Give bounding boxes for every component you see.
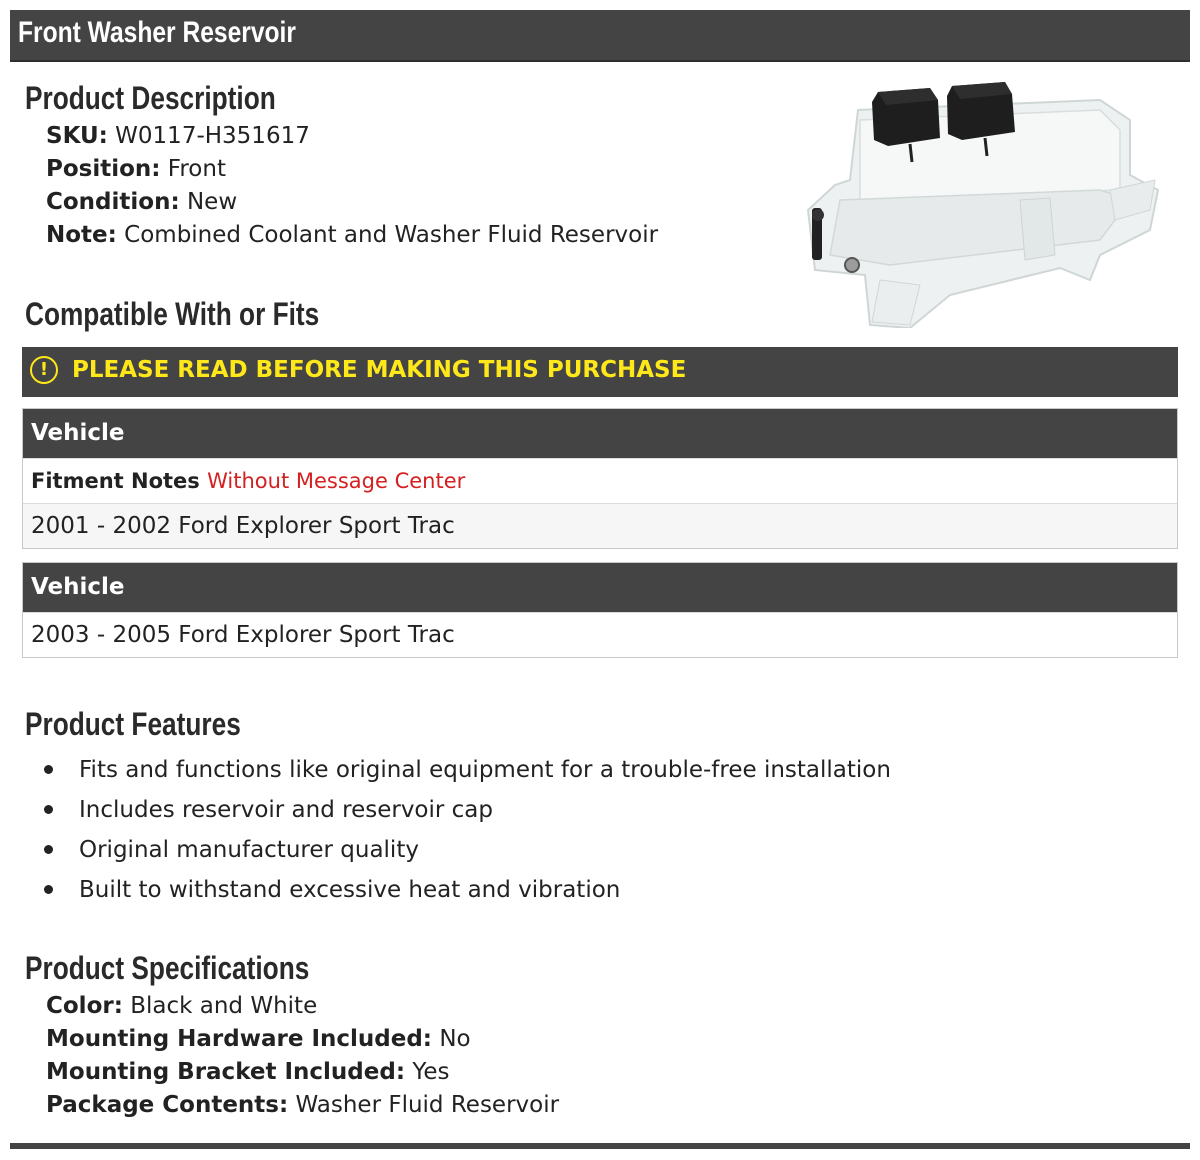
purchase-warning-banner: [22, 347, 1178, 397]
vehicle-table-1: [22, 408, 1178, 549]
condition-label: Condition:: [46, 189, 180, 215]
list-item: Fits and functions like original equipment for a trouble-free installation: [44, 752, 891, 792]
bullet-icon: [44, 845, 53, 854]
vehicle-table-header: Vehicle: [23, 409, 1177, 458]
note-label: Note:: [46, 222, 117, 248]
features-list: [44, 752, 891, 912]
note-line: [46, 219, 658, 252]
spec-hardware-line: [46, 1023, 471, 1056]
condition-value: New: [186, 189, 238, 215]
spec-contents-label: Package Contents:: [46, 1092, 289, 1118]
spec-color-label: Color:: [46, 993, 123, 1019]
purchase-warning-text: PLEASE READ BEFORE MAKING THIS PURCHASE: [72, 357, 687, 383]
title-bar: [10, 10, 1190, 62]
bullet-icon: [44, 805, 53, 814]
spec-hardware-label: Mounting Hardware Included:: [46, 1026, 433, 1052]
sku-label: SKU:: [46, 123, 108, 149]
spec-bracket-value: Yes: [412, 1059, 450, 1085]
spec-color-line: [46, 990, 317, 1023]
spec-bracket-label: Mounting Bracket Included:: [46, 1059, 406, 1085]
list-item: Original manufacturer quality: [44, 832, 891, 872]
fitment-notes-value: Without Message Center: [207, 469, 466, 493]
fitment-notes-label: Fitment Notes: [31, 469, 200, 493]
sku-line: [46, 120, 310, 153]
fitment-notes-row: [23, 458, 1177, 503]
vehicle-row: 2001 - 2002 Ford Explorer Sport Trac: [23, 503, 1177, 548]
spec-bracket-line: [46, 1056, 449, 1089]
position-label: Position:: [46, 156, 161, 182]
warning-icon: !: [30, 356, 58, 384]
product-description-heading: Product Description: [25, 80, 276, 116]
vehicle-table-2: [22, 562, 1178, 658]
product-specifications-heading: Product Specifications: [25, 950, 310, 986]
note-value: Combined Coolant and Washer Fluid Reservoir: [124, 222, 659, 248]
page-title: Front Washer Reservoir: [18, 16, 296, 49]
product-image: [800, 80, 1162, 328]
spec-color-value: Black and White: [130, 993, 318, 1019]
compatibility-heading: Compatible With or Fits: [25, 296, 320, 332]
vehicle-row: 2003 - 2005 Ford Explorer Sport Trac: [23, 612, 1177, 657]
product-features-heading: Product Features: [25, 706, 241, 742]
position-line: [46, 153, 226, 186]
condition-line: [46, 186, 237, 219]
spec-hardware-value: No: [439, 1026, 471, 1052]
bottom-divider: [10, 1143, 1190, 1149]
vehicle-table-header: Vehicle: [23, 563, 1177, 612]
spec-contents-value: Washer Fluid Reservoir: [295, 1092, 560, 1118]
list-item: Includes reservoir and reservoir cap: [44, 792, 891, 832]
position-value: Front: [167, 156, 226, 182]
bullet-icon: [44, 765, 53, 774]
list-item: Built to withstand excessive heat and vibration: [44, 872, 891, 912]
spec-contents-line: [46, 1089, 559, 1122]
sku-value: W0117-H351617: [115, 123, 310, 149]
bullet-icon: [44, 885, 53, 894]
